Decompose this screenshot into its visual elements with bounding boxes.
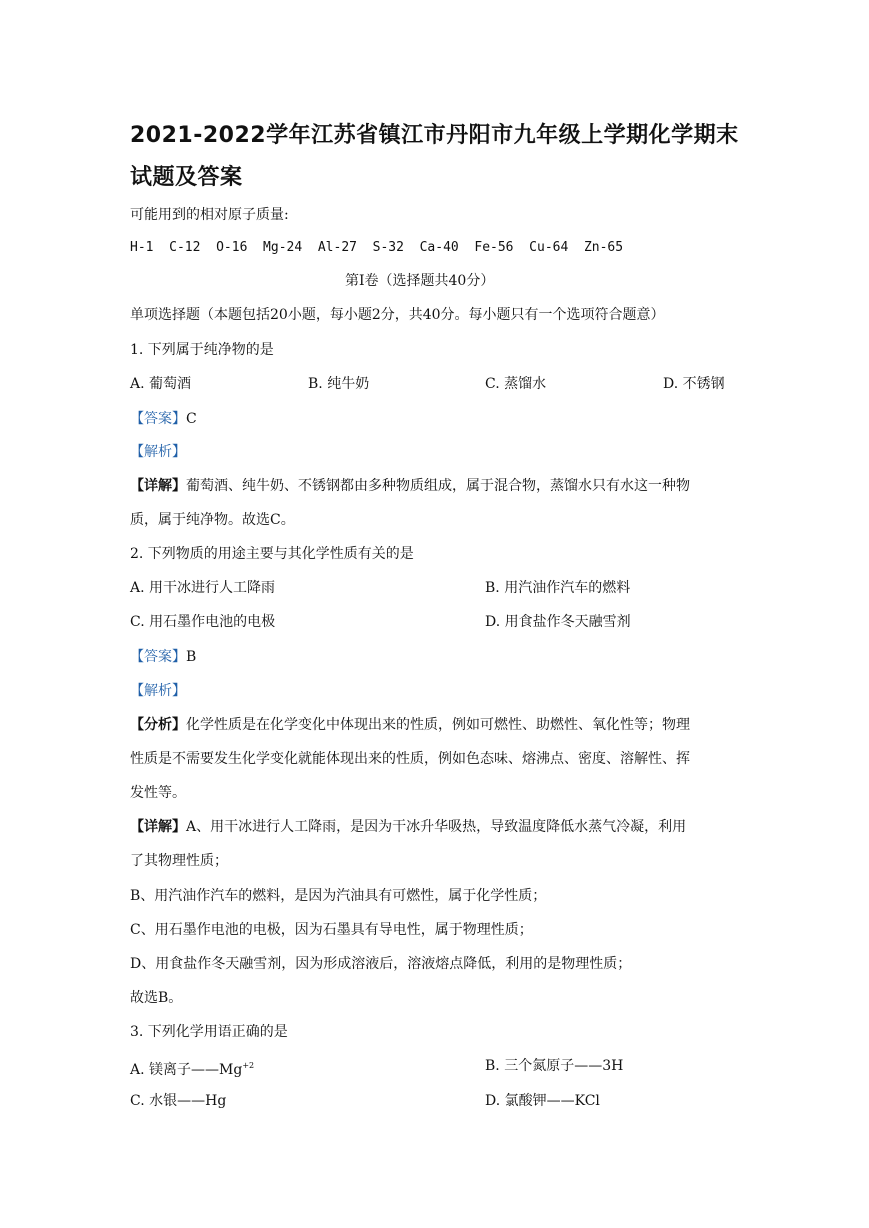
question-2-detail-line-5: D、用食盐作冬天融雪剂，因为形成溶液后，溶液熔点降低，利用的是物理性质；: [130, 956, 632, 972]
section-description: 单项选择题（本题包括20小题，每小题2分，共40分。每小题只有一个选项符合题意）: [130, 307, 665, 323]
detail-tag: 【详解】: [130, 819, 186, 835]
section-title: 第Ⅰ卷（选择题共40分）: [345, 273, 495, 289]
question-1-detail-line-2: 质，属于纯净物。故选C。: [130, 512, 295, 528]
question-1-answer: [130, 410, 197, 428]
question-2-analysis-line-3: 发性等。: [130, 785, 186, 801]
answer-value: C: [186, 411, 197, 427]
answer-tag: 【答案】: [130, 411, 186, 427]
question-1-stem: 1. 下列属于纯净物的是: [130, 342, 274, 358]
detail-tag: 【详解】: [130, 478, 186, 494]
analysis-text: 化学性质是在化学变化中体现出来的性质，例如可燃性、助燃性、氧化性等；物理: [186, 717, 690, 733]
question-2-analysis-line-1: [130, 716, 690, 734]
question-1-analysis-tag: 【解析】: [130, 444, 186, 460]
document-title-line-1: 2021-2022学年江苏省镇江市丹阳市九年级上学期化学期末: [130, 123, 739, 148]
atomic-mass-list: H-1 C-12 O-16 Mg-24 Al-27 S-32 Ca-40 Fe-56 Cu-64 Zn-65: [130, 240, 624, 255]
question-3-option-a: [130, 1057, 254, 1079]
question-2-stem: 2. 下列物质的用途主要与其化学性质有关的是: [130, 546, 414, 562]
question-2-analysis-tag: 【解析】: [130, 683, 186, 699]
option-a-superscript: +2: [242, 1061, 255, 1070]
question-2-detail-line-2: 了其物理性质；: [130, 853, 228, 869]
question-1-option-c: C. 蒸馏水: [485, 376, 547, 392]
question-1-option-b: B. 纯牛奶: [308, 376, 370, 392]
question-2-detail-line-4: C、用石墨作电池的电极，因为石墨具有导电性，属于物理性质；: [130, 922, 533, 938]
option-a-text: A. 镁离子——Mg: [130, 1062, 243, 1078]
question-3-option-b: B. 三个氮原子——3H: [485, 1058, 624, 1074]
question-2-option-b: B. 用汽油作汽车的燃料: [485, 580, 631, 596]
question-2-answer: [130, 648, 196, 666]
question-1-option-a: A. 葡萄酒: [130, 376, 192, 392]
question-3-option-c: C. 水银——Hg: [130, 1093, 227, 1109]
question-3-stem: 3. 下列化学用语正确的是: [130, 1024, 288, 1040]
detail-text: 葡萄酒、纯牛奶、不锈钢都由多种物质组成，属于混合物，蒸馏水只有水这一种物: [186, 478, 690, 494]
question-3-option-d: D. 氯酸钾——KCl: [485, 1093, 600, 1109]
analysis-sub-tag: 【分析】: [130, 717, 186, 733]
document-title-line-2: 试题及答案: [130, 165, 243, 190]
detail-text: A、用干冰进行人工降雨，是因为干冰升华吸热，导致温度降低水蒸气冷凝，利用: [186, 819, 687, 835]
atomic-mass-label: 可能用到的相对原子质量:: [130, 207, 289, 223]
question-2-option-a: A. 用干冰进行人工降雨: [130, 580, 276, 596]
answer-tag: 【答案】: [130, 649, 186, 665]
question-2-conclusion: 故选B。: [130, 990, 183, 1006]
question-2-option-d: D. 用食盐作冬天融雪剂: [485, 614, 631, 630]
question-1-detail-line-1: [130, 477, 690, 495]
question-2-option-c: C. 用石墨作电池的电极: [130, 614, 276, 630]
question-2-detail-line-3: B、用汽油作汽车的燃料，是因为汽油具有可燃性，属于化学性质；: [130, 888, 547, 904]
question-1-option-d: D. 不锈钢: [663, 376, 725, 392]
answer-value: B: [186, 649, 197, 665]
question-2-detail-line-1: [130, 818, 686, 836]
question-2-analysis-line-2: 性质是不需要发生化学变化就能体现出来的性质，例如色态味、熔沸点、密度、溶解性、挥: [130, 751, 690, 767]
